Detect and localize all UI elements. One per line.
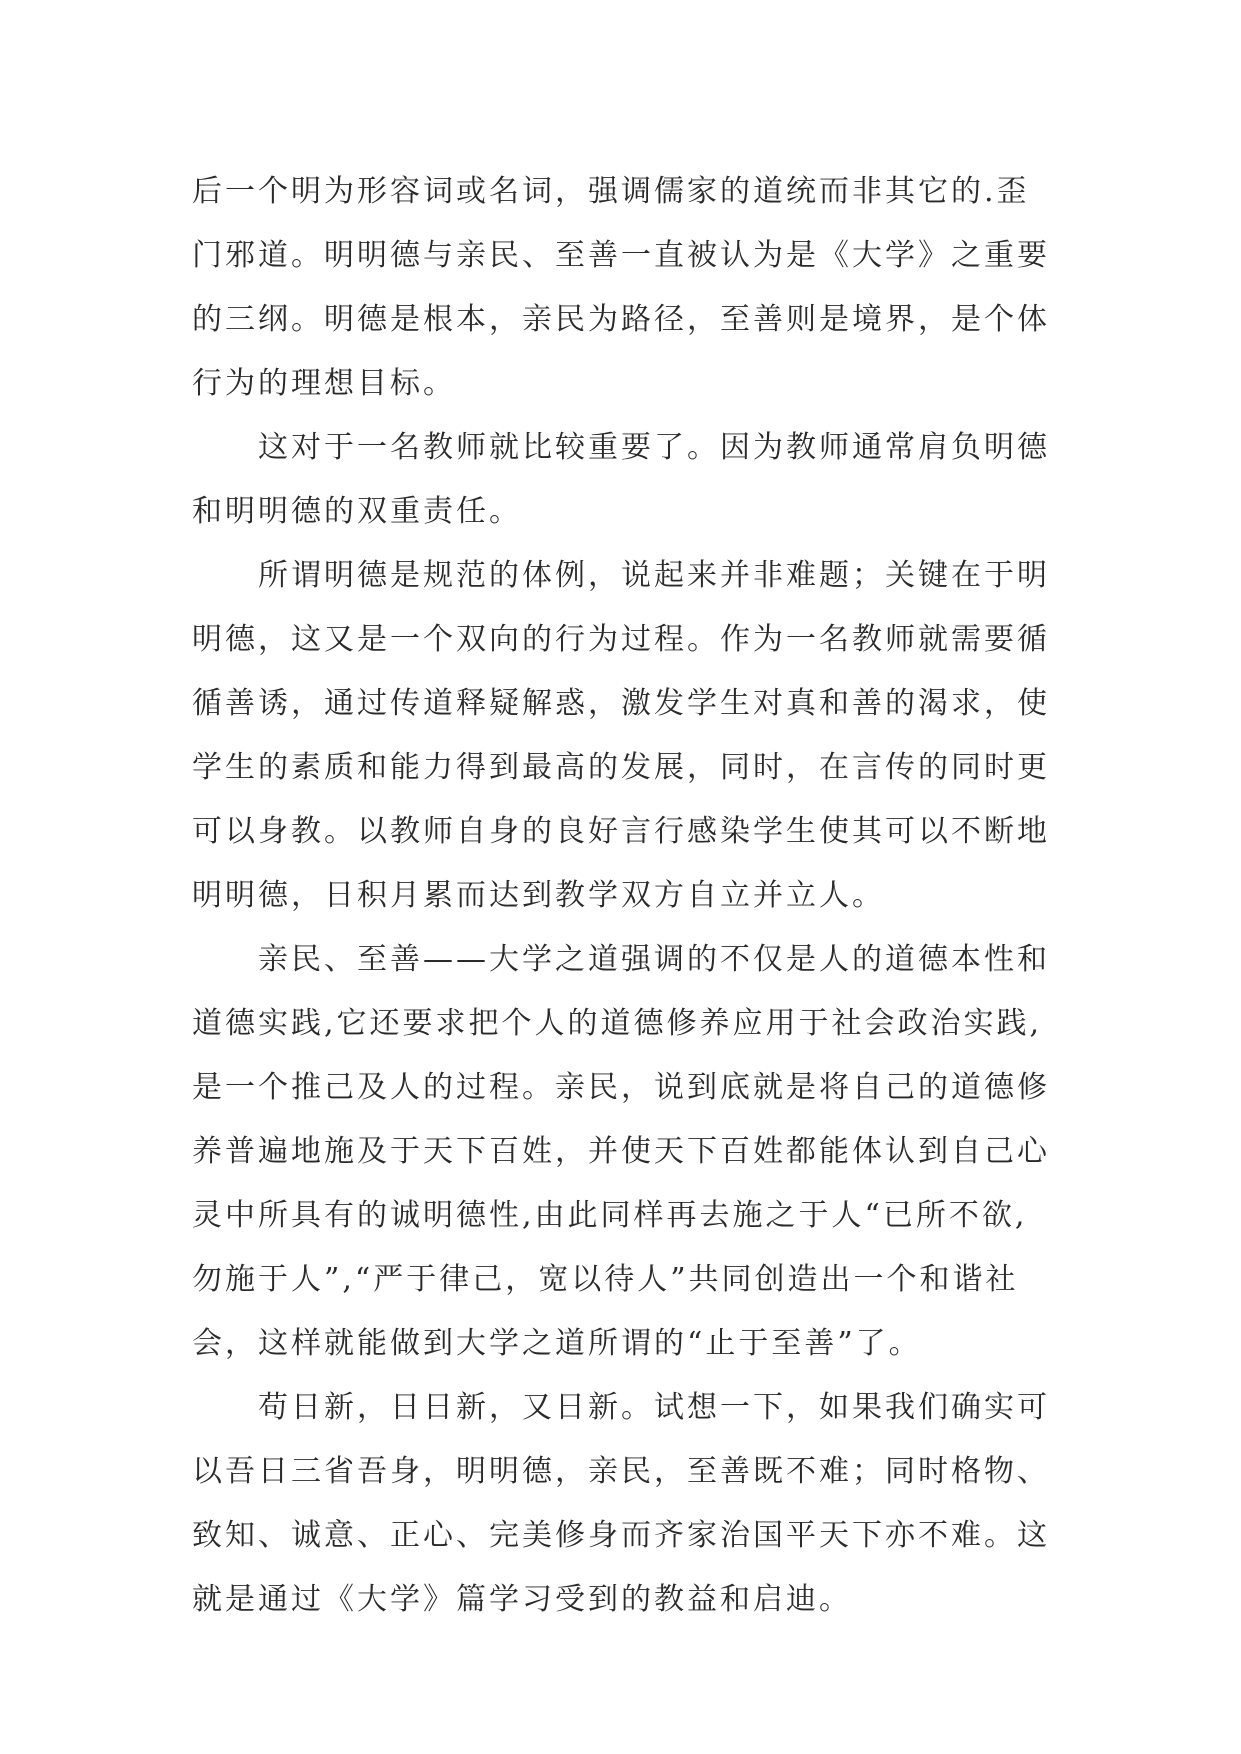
text-line: 以吾日三省吾身，明明德，亲民，至善既不难；同时格物、	[192, 1454, 1050, 1489]
text-line: 所谓明德是规范的体例，说起来并非难题；关键在于明	[192, 558, 1050, 593]
text-line: 学生的素质和能力得到最高的发展，同时，在言传的同时更	[192, 750, 1050, 785]
text-line: 是一个推己及人的过程。亲民，说到底就是将自己的道德修	[192, 1070, 1050, 1105]
text-line: 行为的理想目标。	[192, 366, 456, 401]
text-line: 的三纲。明德是根本，亲民为路径，至善则是境界，是个体	[192, 302, 1050, 337]
text-line: 可以身教。以教师自身的良好言行感染学生使其可以不断地	[192, 814, 1050, 849]
text-line: 明明德，日积月累而达到教学双方自立并立人。	[192, 878, 885, 913]
text-line: 致知、诚意、正心、完美修身而齐家治国平天下亦不难。这	[192, 1518, 1050, 1553]
document-body	[192, 160, 1052, 1632]
paragraph-5	[192, 1376, 1052, 1632]
text-line: 就是通过《大学》篇学习受到的教益和启迪。	[192, 1582, 852, 1617]
text-line: 养普遍地施及于天下百姓，并使天下百姓都能体认到自己心	[192, 1134, 1050, 1169]
text-line: 亲民、至善——大学之道强调的不仅是人的道德本性和	[192, 942, 1050, 977]
text-line: 道德实践,它还要求把个人的道德修养应用于社会政治实践,	[192, 1006, 1043, 1041]
paragraph-2	[192, 416, 1052, 544]
text-line: 灵中所具有的诚明德性,由此同样再去施之于人“已所不欲,	[192, 1198, 1028, 1233]
text-line: 明德，这又是一个双向的行为过程。作为一名教师就需要循	[192, 622, 1050, 657]
text-line: 循善诱，通过传道释疑解惑，激发学生对真和善的渴求，使	[192, 686, 1050, 721]
text-line: 和明明德的双重责任。	[192, 494, 522, 529]
paragraph-4	[192, 928, 1052, 1376]
text-line: 苟日新，日日新，又日新。试想一下，如果我们确实可	[192, 1390, 1050, 1425]
paragraph-1	[192, 160, 1052, 416]
text-line: 门邪道。明明德与亲民、至善一直被认为是《大学》之重要	[192, 238, 1050, 273]
text-line: 会，这样就能做到大学之道所谓的“止于至善”了。	[192, 1326, 922, 1361]
text-line: 这对于一名教师就比较重要了。因为教师通常肩负明德	[192, 430, 1050, 465]
text-line: 后一个明为形容词或名词，强调儒家的道统而非其它的.歪	[192, 174, 1030, 209]
text-line: 勿施于人”,“严于律己，宽以待人”共同创造出一个和谐社	[192, 1262, 1019, 1297]
paragraph-3	[192, 544, 1052, 928]
